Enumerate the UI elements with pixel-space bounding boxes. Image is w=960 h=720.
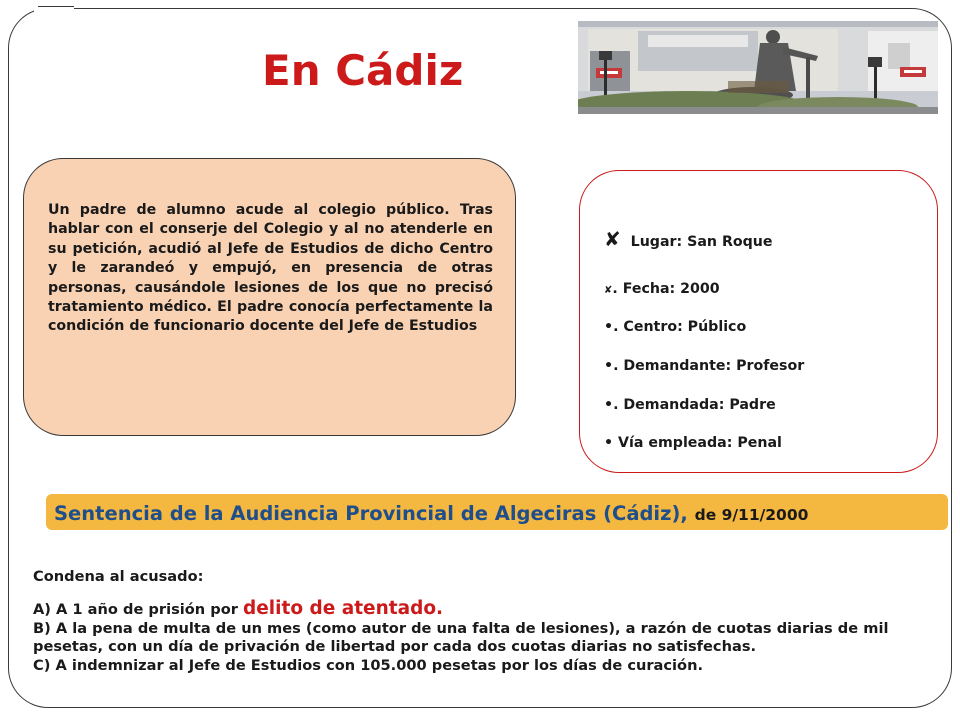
detail-procedure [604,435,782,451]
detail-place [604,227,773,251]
sentence-banner [46,494,948,530]
ruling-crime: delito de atentado. [243,598,444,619]
sentence-court: Sentencia de la Audiencia Provincial de Algeciras (Cádiz), [54,502,688,525]
detail-defendant [604,397,776,413]
detail-plaintiff [604,358,804,374]
sentence-heading [54,502,808,525]
x-mark-icon: ✘ [604,227,621,251]
x-mark-icon: ✘ [604,285,613,296]
detail-center [604,319,746,335]
detail-date [604,281,720,297]
ruling-item-a-text: A) A 1 año de prisión por [33,601,244,618]
sentence-date: de 9/11/2000 [694,506,809,524]
detail-procedure-label: Vía empleada: Penal [618,435,782,451]
bullet-dot-icon: • [604,397,614,413]
detail-center-label: . Centro: Público [613,319,747,335]
detail-plaintiff-label: . Demandante: Profesor [613,358,805,374]
school-photo [578,21,938,114]
bullet-dot-icon: • [604,435,614,451]
ruling-item-a [33,600,939,620]
ruling-item-b: B) A la pena de multa de un mes (como autor de una falta de lesiones), a razón de cuotas diarias de mil pesetas, con un día de privación de libertad por cada dos cuotas diarias no satisfechas. [33,619,889,655]
ruling-list [33,600,939,675]
detail-defendant-label: . Demandada: Padre [613,397,776,413]
case-facts-box [23,158,516,436]
detail-place-label: Lugar: San Roque [630,234,773,250]
ruling-item-c: C) A indemnizar al Jefe de Estudios con 105.000 pesetas por los días de curación. [33,656,704,674]
case-facts-text: Un padre de alumno acude al colegio público. Tras hablar con el conserje del Colegio y al no atenderle en su petición, acudió al Jefe de Estudios de dicho Centro y le zarandeó y empujó, en presencia de otras personas, causándole lesiones de los que no precisó tratamiento médico. El padre conocía perfectamente la condición de funcionario docente del Jefe de Estudios [48,202,493,335]
frame-corner-line [38,6,74,7]
case-details-box [579,170,938,473]
detail-date-label: . Fecha: 2000 [612,281,720,297]
bullet-dot-icon: • [604,358,614,374]
slide-title: En Cádiz [262,46,464,95]
bullet-dot-icon: • [604,319,614,335]
ruling-intro: Condena al acusado: [33,568,204,585]
